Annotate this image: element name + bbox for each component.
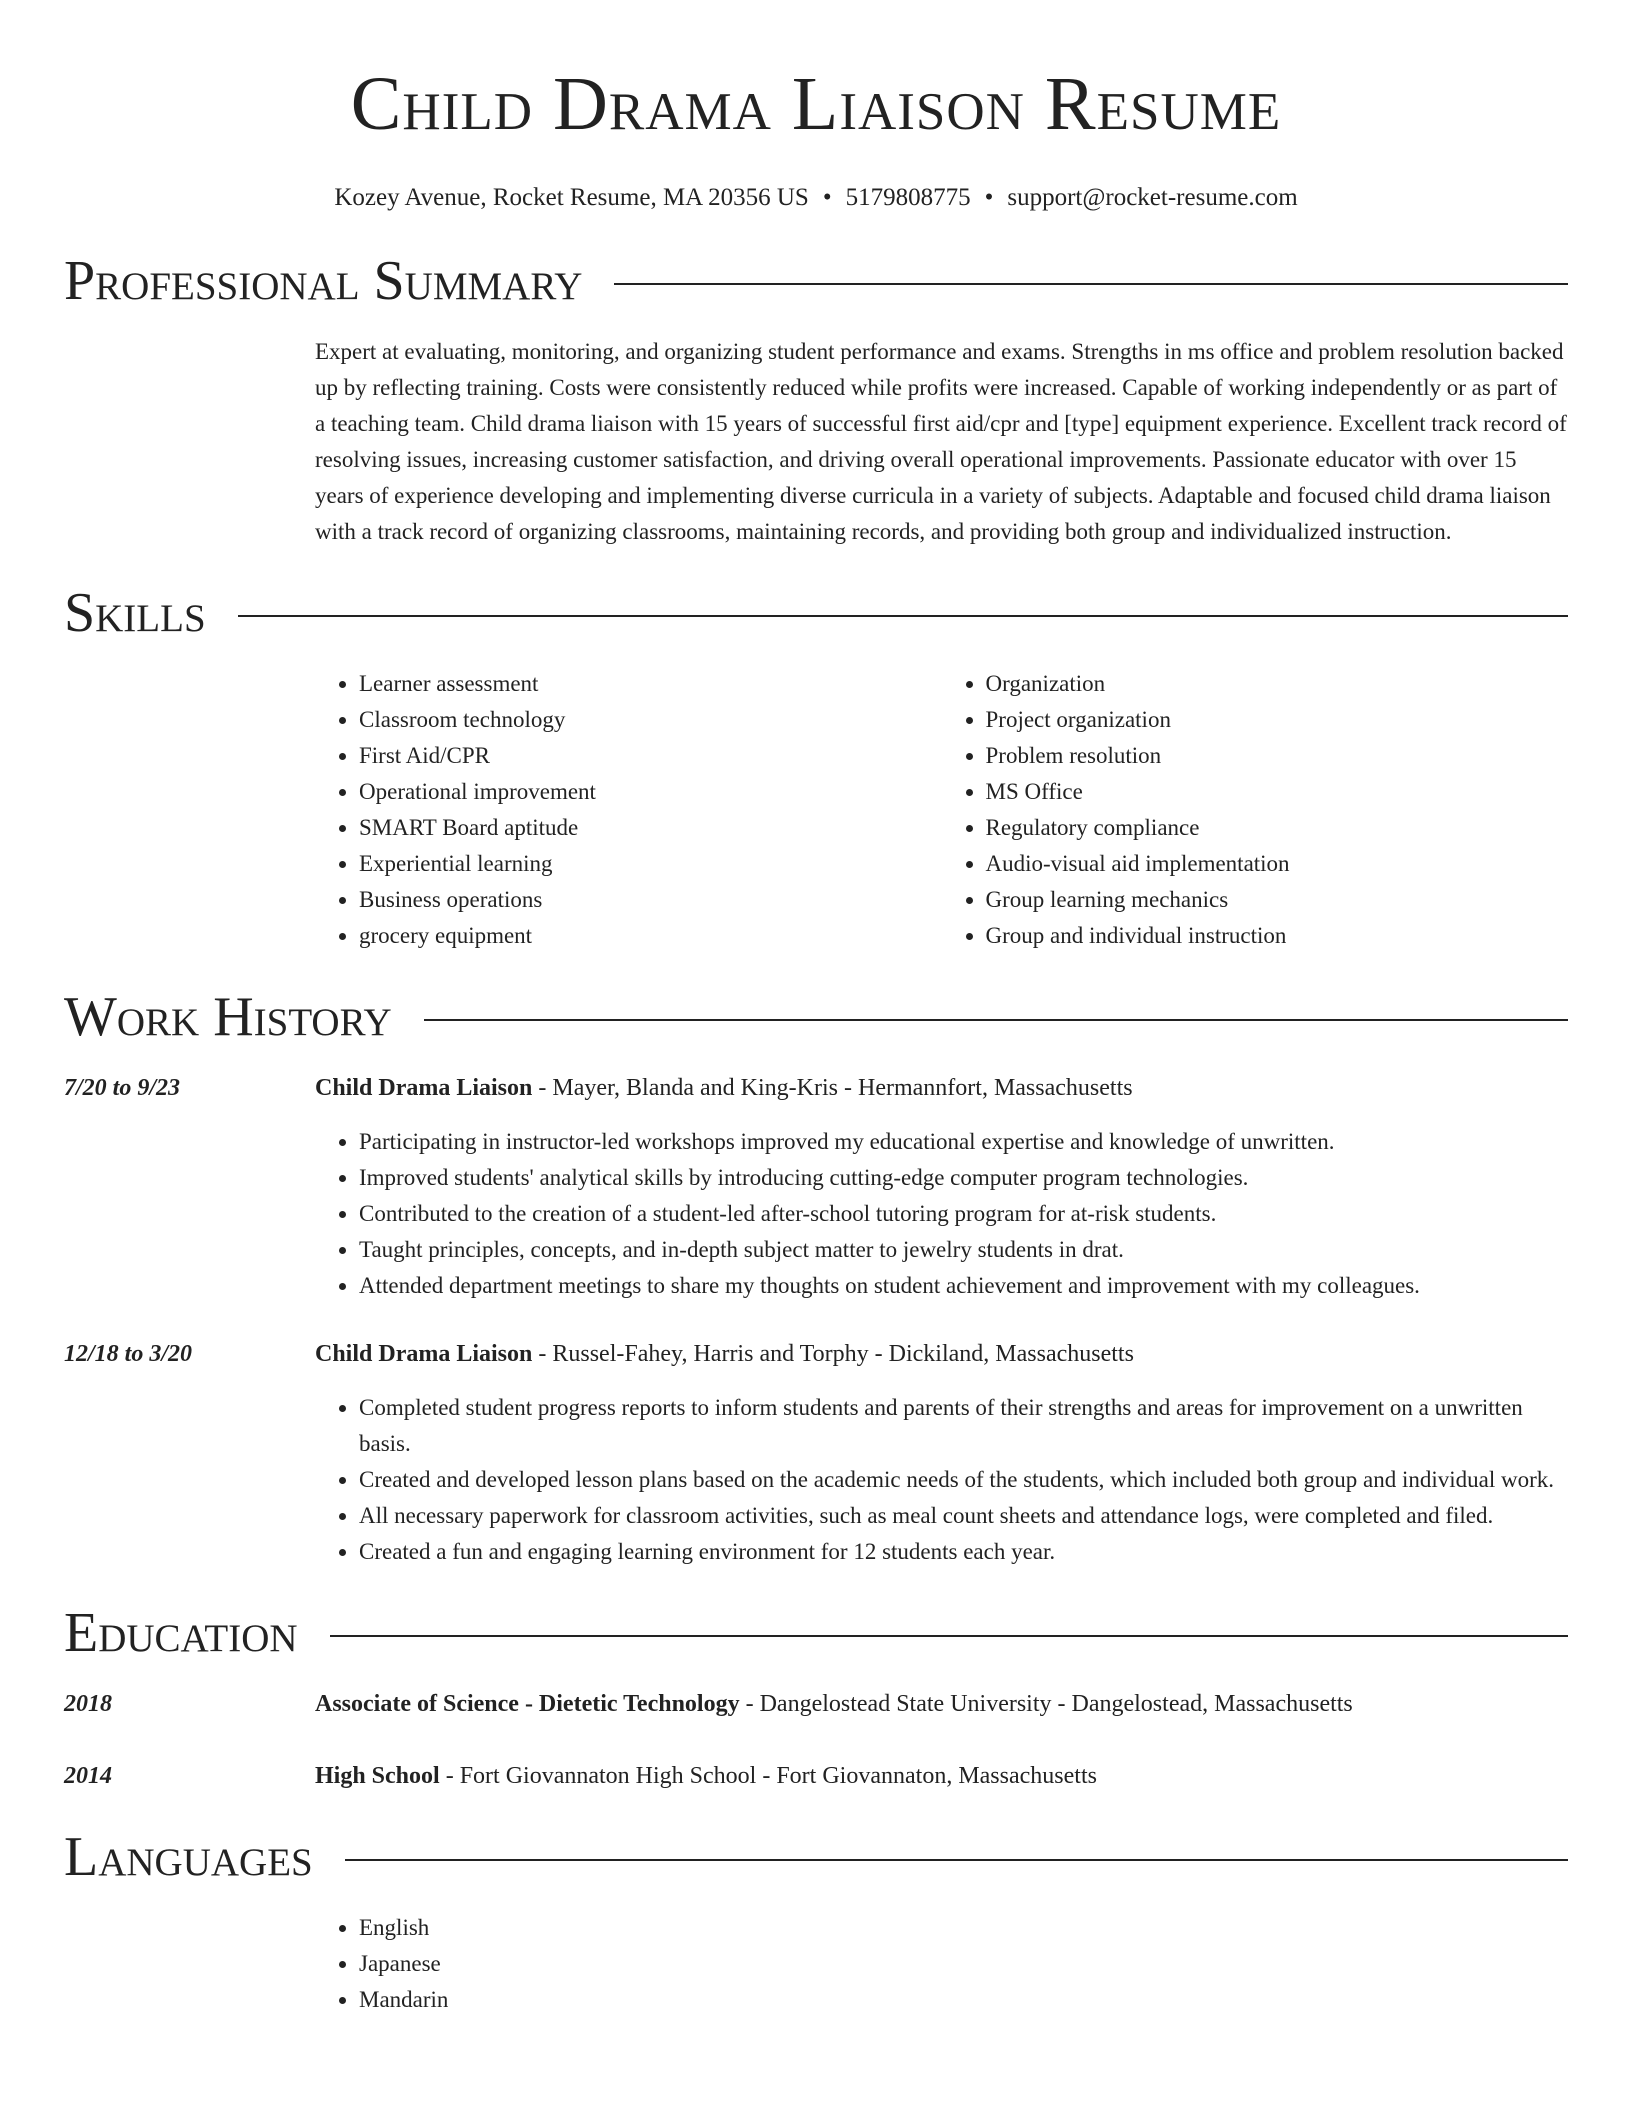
language-item: • English (359, 1910, 1568, 1946)
contact-phone: 5179808775 (845, 184, 971, 211)
job-bullet: • All necessary paperwork for classroom activities, such as meal count sheets and attendance logs, were completed and filed. (359, 1498, 1568, 1534)
work-entry (64, 1336, 1568, 1570)
skill-item: • Group learning mechanics (986, 882, 1569, 918)
contact-address: Kozey Avenue, Rocket Resume, MA 20356 US (334, 184, 809, 211)
skill-item: • SMART Board aptitude (359, 810, 942, 846)
language-item: • Japanese (359, 1946, 1568, 1982)
summary-text: Expert at evaluating, monitoring, and organizing student performance and exams. Strengths in ms office and problem resolution backed up by reflecting training. Costs were consistently reduced while profits were increased. Capable of working independently or as part of a teaching team. Child drama liaison with 15 years of successful first aid/cpr and [type] equipment experience. Excellent track record of resolving issues, increasing customer satisfaction, and driving overall operational improvements. Passionate educator with over 15 years of experience developing and implementing diverse curricula in a variety of subjects. Adaptable and focused child drama liaison with a track record of organizing classrooms, maintaining records, and providing both group and individualized instruction. (315, 339, 1567, 544)
work-heading: Work History (64, 986, 392, 1048)
summary-heading: Professional Summary (64, 250, 583, 312)
section-rule (614, 283, 1568, 285)
languages-heading: Languages (64, 1826, 313, 1888)
job-bullet: • Taught principles, concepts, and in-depth subject matter to jewelry students in drat. (359, 1232, 1568, 1268)
section-rule (424, 1019, 1568, 1021)
skill-item: • Audio-visual aid implementation (986, 846, 1569, 882)
skills-column-left (315, 666, 942, 954)
job-bullet: • Completed student progress reports to inform students and parents of their strengths and areas for improvement on a unwritten basis. (359, 1390, 1568, 1462)
skill-item: • Learner assessment (359, 666, 942, 702)
skills-section-header (64, 580, 1568, 646)
resume-title: Child Drama Liaison Resume (350, 62, 1282, 146)
work-date: 7/20 to 9/23 (64, 1075, 181, 1101)
job-bullet: • Created a fun and engaging learning environment for 12 students each year. (359, 1534, 1568, 1570)
skill-item: • grocery equipment (359, 918, 942, 954)
work-section-header (64, 984, 1568, 1050)
job-bullets (315, 1390, 1568, 1570)
work-entry (64, 1070, 1568, 1304)
degree-title: High School (315, 1763, 440, 1789)
section-rule (345, 1859, 1568, 1861)
education-entry (64, 1686, 1568, 1722)
skill-item: • Classroom technology (359, 702, 942, 738)
school-info: - Fort Giovannaton High School - Fort Giovannaton, Massachusetts (439, 1763, 1097, 1789)
skill-item: • Project organization (986, 702, 1569, 738)
skill-item: • First Aid/CPR (359, 738, 942, 774)
education-content (315, 1686, 1568, 1722)
language-item: • Mandarin (359, 1982, 1568, 2018)
languages-section-header (64, 1824, 1568, 1890)
skill-item: • Group and individual instruction (986, 918, 1569, 954)
job-bullet: • Attended department meetings to share my thoughts on student achievement and improvement with my colleagues. (359, 1268, 1568, 1304)
skill-item: • Regulatory compliance (986, 810, 1569, 846)
education-section-header (64, 1600, 1568, 1666)
section-rule (330, 1635, 1568, 1637)
job-employer: - Russel-Fahey, Harris and Torphy - Dickiland, Massachusetts (532, 1341, 1134, 1367)
job-title: Child Drama Liaison (315, 1075, 533, 1101)
job-title: Child Drama Liaison (315, 1341, 533, 1367)
job-bullet: • Contributed to the creation of a student-led after-school tutoring program for at-risk students. (359, 1196, 1568, 1232)
degree-title: Associate of Science - Dietetic Technology (315, 1691, 740, 1717)
work-content (315, 1070, 1568, 1304)
education-date: 2014 (64, 1763, 112, 1789)
contact-email: support@rocket-resume.com (1007, 184, 1298, 211)
skill-item: • Experiential learning (359, 846, 942, 882)
contact-line (64, 182, 1568, 214)
job-bullet: • Participating in instructor-led workshops improved my educational expertise and knowledge of unwritten. (359, 1124, 1568, 1160)
skill-item: • Organization (986, 666, 1569, 702)
education-entry (64, 1758, 1568, 1794)
section-rule (238, 615, 1568, 617)
skill-item: • Business operations (359, 882, 942, 918)
education-heading: Education (64, 1602, 298, 1664)
work-content (315, 1336, 1568, 1570)
job-bullet: • Created and developed lesson plans based on the academic needs of the students, which included both group and individual work. (359, 1462, 1568, 1498)
skills-heading: Skills (64, 582, 206, 644)
work-heading-line (315, 1336, 1568, 1372)
education-content (315, 1758, 1568, 1794)
skills-list (315, 666, 1568, 954)
work-heading-line (315, 1070, 1568, 1106)
contact-separator: • (822, 184, 832, 211)
job-employer: - Mayer, Blanda and King-Kris - Hermannfort, Massachusetts (532, 1075, 1133, 1101)
languages-items (315, 1910, 1568, 2018)
education-date: 2018 (64, 1691, 112, 1717)
job-bullet: • Improved students' analytical skills by introducing cutting-edge computer program technologies. (359, 1160, 1568, 1196)
job-bullets (315, 1124, 1568, 1304)
languages-list (315, 1910, 1568, 2018)
skill-item: • Operational improvement (359, 774, 942, 810)
skills-column-right (942, 666, 1569, 954)
skill-item: • Problem resolution (986, 738, 1569, 774)
work-date: 12/18 to 3/20 (64, 1341, 193, 1367)
school-info: - Dangelostead State University - Dangelostead, Massachusetts (739, 1691, 1353, 1717)
skill-item: • MS Office (986, 774, 1569, 810)
summary-section-header (64, 248, 1568, 314)
contact-separator: • (984, 184, 994, 211)
